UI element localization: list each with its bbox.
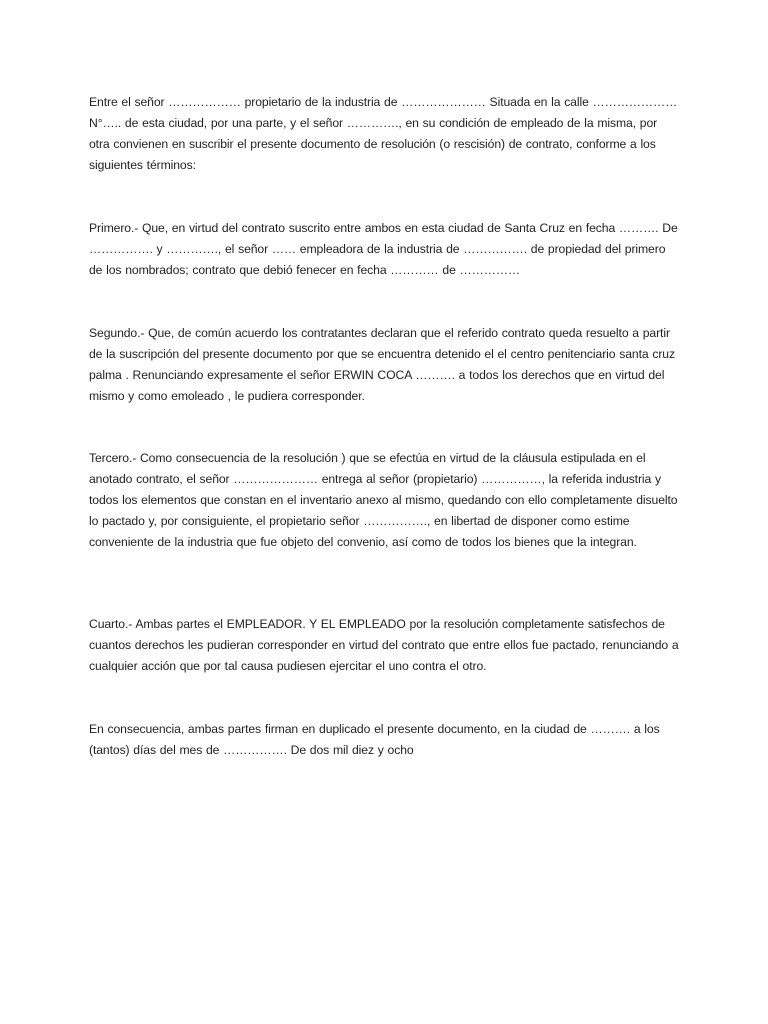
clause-primero-paragraph: Primero.- Que, en virtud del contrato suscrito entre ambos en esta ciudad de Santa Cruz en fecha ………. De ……………. y …………., el señor …… empleadora de la industria de ……………. de propiedad del primero de los nombrados; contrato que debió fenecer en fecha ………… de ……………: [89, 221, 678, 277]
clause-cuarto-paragraph: Cuarto.- Ambas partes el EMPLEADOR. Y EL EMPLEADO por la resolución completamente satisfechos de cuantos derechos les pudieran corresponder en virtud del contrato que entre ellos fue pactado, renunciando a cualquier acción que por tal causa pudiesen ejercitar el uno contra el otro.: [89, 617, 679, 673]
clause-segundo-paragraph: Segundo.- Que, de común acuerdo los contratantes declaran que el referido contrato queda resuelto a partir de la suscripción del presente documento por que se encuentra detenido el el centro penitenciario santa cruz palma . Renunciando expresamente el señor ERWIN COCA ………. a todos los derechos que en virtud del mismo y como emoleado , le pudiera corresponder.: [89, 326, 675, 403]
closing-paragraph: En consecuencia, ambas partes firman en duplicado el presente documento, en la ciudad de ………. a los (tantos) días del mes de ……………. De dos mil diez y ocho: [89, 722, 660, 757]
intro-paragraph: Entre el señor ……………… propietario de la industria de ………………… Situada en la calle ………………… N°….. de esta ciudad, por una parte, y el señor …………., en su condición de empleado de la misma, por otra convienen en suscribir el presente documento de resolución (o rescisión) de contrato, conforme a los siguientes términos:: [89, 95, 678, 172]
clause-tercero-paragraph: Tercero.- Como consecuencia de la resolución ) que se efectúa en virtud de la cláusula estipulada en el anotado contrato, el señor ………………… entrega al señor (propietario) ……………, la referida industria y todos los elementos que constan en el inventario anexo al mismo, quedando con ello completamente disuelto lo pactado y, por consiguiente, el propietario señor ……………., en libertad de disponer como estime conveniente de la industria que fue objeto del convenio, así como de todos los bienes que la integran.: [89, 451, 678, 549]
